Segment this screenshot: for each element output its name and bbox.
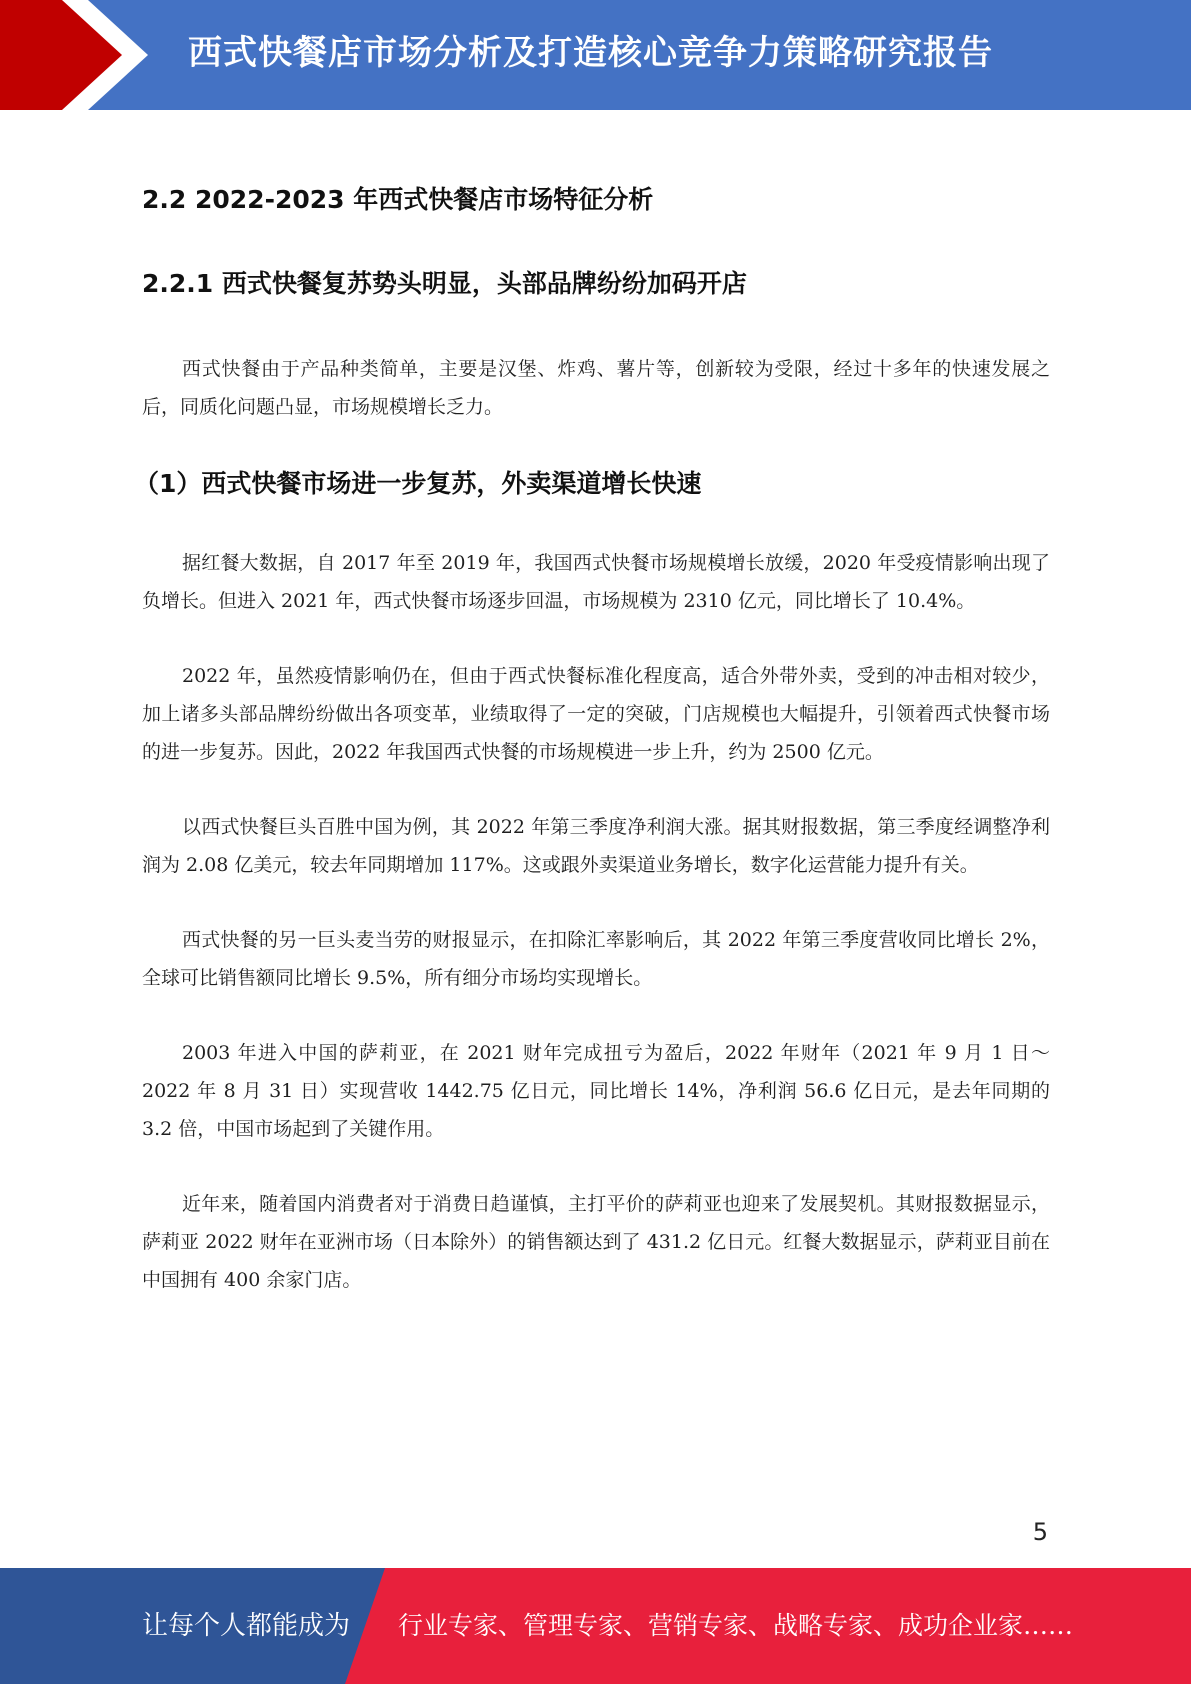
header-banner <box>0 0 1191 110</box>
page-content <box>134 180 1050 1336</box>
body-paragraph: 以西式快餐巨头百胜中国为例，其 2022 年第三季度净利润大涨。据其财报数据，第三季度经调整净利润为 2.08 亿美元，较去年同期增加 117%。这或跟外卖渠道业务增长，数字化运营能力提升有关。 <box>142 816 1050 876</box>
body-paragraph: 西式快餐的另一巨头麦当劳的财报显示，在扣除汇率影响后，其 2022 年第三季度营收同比增长 2%，全球可比销售额同比增长 9.5%，所有细分市场均实现增长。 <box>142 929 1050 989</box>
body-paragraph: 近年来，随着国内消费者对于消费日趋谨慎，主打平价的萨莉亚也迎来了发展契机。其财报数据显示，萨莉亚 2022 财年在亚洲市场（日本除外）的销售额达到了 431.2 亿日元。红餐大数据显示，萨莉亚目前在中国拥有 400 余家门店。 <box>142 1193 1050 1291</box>
body-paragraph: 据红餐大数据，自 2017 年至 2019 年，我国西式快餐市场规模增长放缓，2020 年受疫情影响出现了负增长。但进入 2021 年，西式快餐市场逐步回温，市场规模为 2310 亿元，同比增长了 10.4%。 <box>142 552 1050 612</box>
body-paragraph: 2022 年，虽然疫情影响仍在，但由于西式快餐标准化程度高，适合外带外卖，受到的冲击相对较少，加上诸多头部品牌纷纷做出各项变革，业绩取得了一定的突破，门店规模也大幅提升，引领着西式快餐市场的进一步复苏。因此，2022 年我国西式快餐的市场规模进一步上升，约为 2500 亿元。 <box>142 665 1050 763</box>
subsection-heading: 2.2.1 西式快餐复苏势头明显，头部品牌纷纷加码开店 <box>142 269 747 298</box>
intro-paragraph: 西式快餐由于产品种类简单，主要是汉堡、炸鸡、薯片等，创新较为受限，经过十多年的快速发展之后，同质化问题凸显，市场规模增长乏力。 <box>142 358 1050 418</box>
section-heading: 2.2 2022-2023 年西式快餐店市场特征分析 <box>142 185 654 214</box>
footer-slogan-right: 行业专家、管理专家、营销专家、战略专家、成功企业家…… <box>398 1611 1074 1640</box>
footer-banner <box>0 1568 1191 1684</box>
page-number: 5 <box>1032 1518 1048 1546</box>
header-chevron-icon <box>0 0 160 110</box>
footer-slogan-left: 让每个人都能成为 <box>142 1611 351 1641</box>
report-title: 西式快餐店市场分析及打造核心竞争力策略研究报告 <box>188 33 993 73</box>
body-paragraph: 2003 年进入中国的萨莉亚，在 2021 财年完成扭亏为盈后，2022 年财年（2021 年 9 月 1 日～2022 年 8 月 31 日）实现营收 1442.75 亿日元，同比增长 14%，净利润 56.6 亿日元，是去年同期的 3.2 倍，中国市场起到了关键作用。 <box>142 1042 1050 1140</box>
point-heading: （1）西式快餐市场进一步复苏，外卖渠道增长快速 <box>134 469 702 498</box>
